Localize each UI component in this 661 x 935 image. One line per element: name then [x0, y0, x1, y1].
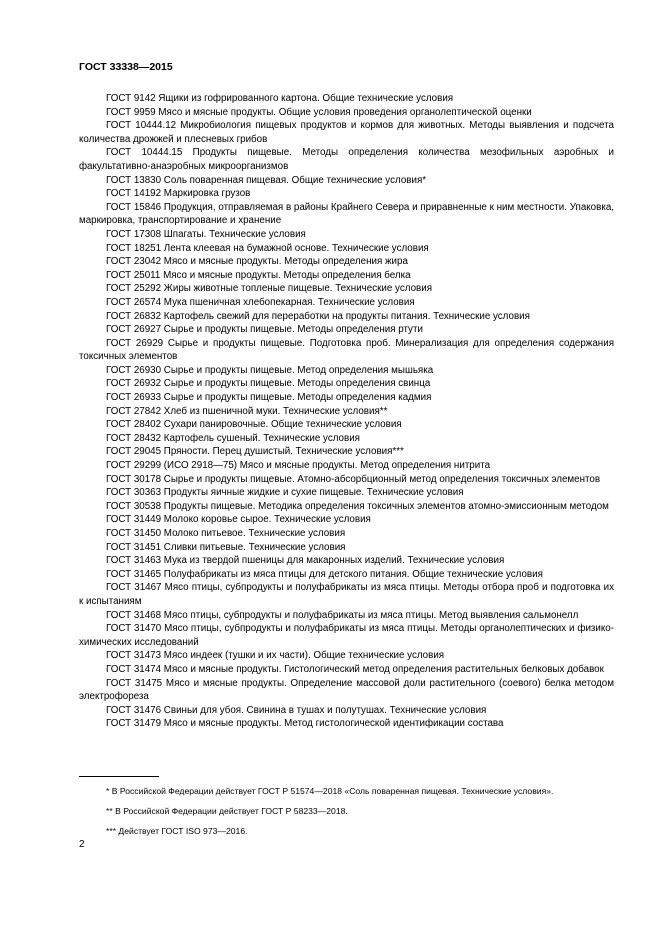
reference-item: ГОСТ 26929 Сырье и продукты пищевые. Подготовка проб. Минерализация для определения содержания токсичных элементов: [79, 337, 614, 363]
reference-item: ГОСТ 31470 Мясо птицы, субпродукты и полуфабрикаты из мяса птицы. Методы органолептических и физико-химических исследований: [79, 623, 614, 648]
reference-item: ГОСТ 9142 Ящики из гофрированного картона. Общие технические условия: [106, 93, 454, 104]
normative-references-list: [79, 92, 614, 731]
footnote-item: ** В Российской Федерации действует ГОСТ Р 58233—2018.: [106, 806, 348, 816]
reference-item: ГОСТ 31475 Мясо и мясные продукты. Определение массовой доли растительного (соевого) белка методом электрофореза: [79, 677, 614, 703]
reference-item: ГОСТ 28432 Картофель сушеный. Технические условия: [106, 432, 360, 444]
reference-item: ГОСТ 26930 Сырье и продукты пищевые. Метод определения мышьяка: [106, 364, 434, 376]
reference-item: ГОСТ 25292 Жиры животные топленые пищевые. Технические условия: [106, 283, 432, 295]
reference-item: ГОСТ 30363 Продукты яичные жидкие и сухие пищевые. Технические условия: [106, 487, 464, 499]
reference-item: ГОСТ 31450 Молоко питьевое. Технические условия: [106, 528, 346, 539]
reference-item: ГОСТ 31473 Мясо индеек (тушки и их части). Общие технические условия: [106, 650, 445, 662]
reference-item: ГОСТ 18251 Лента клеевая на бумажной основе. Технические условия: [106, 242, 429, 254]
footnotes-section: [79, 785, 614, 845]
reference-item: ГОСТ 26932 Сырье и продукты пищевые. Методы определения свинца: [106, 378, 431, 390]
reference-item: ГОСТ 10444.15 Продукты пищевые. Методы определения количества мезофильных аэробных и факультативно-анаэробных микроорганизмов: [79, 147, 614, 172]
reference-item: ГОСТ 31474 Мясо и мясные продукты. Гистологический метод определения растительных белковых добавок: [106, 663, 604, 675]
reference-item: ГОСТ 26832 Картофель свежий для переработки на продукты питания. Технические условия: [106, 310, 530, 322]
reference-item: ГОСТ 25011 Мясо и мясные продукты. Методы определения белка: [106, 269, 411, 281]
page-number: 2: [79, 839, 85, 850]
reference-item: ГОСТ 31465 Полуфабрикаты из мяса птицы для детского питания. Общие технические условия: [106, 568, 543, 580]
reference-item: ГОСТ 29045 Пряности. Перец душистый. Технические условия***: [106, 446, 404, 458]
reference-item: ГОСТ 17308 Шпагаты. Технические условия: [106, 228, 306, 240]
reference-item: ГОСТ 26933 Сырье и продукты пищевые. Методы определения кадмия: [106, 392, 432, 404]
reference-item: ГОСТ 14192 Маркировка грузов: [106, 188, 251, 200]
reference-item: ГОСТ 31449 Молоко коровье сырое. Технические условия: [106, 514, 371, 526]
reference-item: ГОСТ 27842 Хлеб из пшеничной муки. Технические условия**: [106, 405, 388, 417]
reference-item: ГОСТ 30178 Сырье и продукты пищевые. Атомно-абсорбционный метод определения токсичных элементов: [106, 473, 601, 485]
reference-item: ГОСТ 31479 Мясо и мясные продукты. Метод гистологической идентификации состава: [106, 718, 504, 730]
reference-item: ГОСТ 29299 (ИСО 2918—75) Мясо и мясные продукты. Метод определения нитрита: [106, 460, 491, 472]
reference-item: ГОСТ 31468 Мясо птицы, субпродукты и полуфабрикаты из мяса птицы. Метод выявления сальмонелл: [106, 609, 579, 621]
reference-item: ГОСТ 31463 Мука из твердой пшеницы для макаронных изделий. Технические условия: [106, 555, 505, 567]
reference-item: ГОСТ 31467 Мясо птицы, субпродукты и полуфабрикаты из мяса птицы. Методы отбора проб и подготовка их к испытаниям: [79, 582, 614, 607]
reference-item: ГОСТ 9959 Мясо и мясные продукты. Общие условия проведения органолептической оценки: [106, 106, 532, 118]
document-code-header: ГОСТ 33338—2015: [79, 61, 173, 73]
reference-item: ГОСТ 10444.12 Микробиология пищевых продуктов и кормов для животных. Методы выявления и подсчета количества дрожжей и плесневых грибов: [79, 120, 614, 145]
reference-item: ГОСТ 15846 Продукция, отправляемая в районы Крайнего Севера и приравненные к ним местности. Упаковка, маркировка, транспортирование и хранение: [79, 201, 614, 227]
reference-item: ГОСТ 31476 Свиньи для убоя. Свинина в тушах и полутушах. Технические условия: [106, 704, 487, 716]
footnote-separator: [79, 776, 159, 777]
reference-item: ГОСТ 26574 Мука пшеничная хлебопекарная. Технические условия: [106, 296, 415, 308]
footnote-item: * В Российской Федерации действует ГОСТ Р 51574—2018 «Соль поваренная пищевая. Технические условия».: [106, 786, 554, 796]
footnote-item: *** Действует ГОСТ ISO 973—2016.: [106, 826, 248, 836]
reference-item: ГОСТ 23042 Мясо и мясные продукты. Методы определения жира: [106, 256, 408, 268]
reference-item: ГОСТ 26927 Сырье и продукты пищевые. Методы определения ртути: [106, 324, 423, 336]
reference-item: ГОСТ 28402 Сухари панировочные. Общие технические условия: [106, 419, 402, 431]
reference-item: ГОСТ 13830 Соль поваренная пищевая. Общие технические условия*: [106, 174, 427, 186]
reference-item: ГОСТ 31451 Сливки питьевые. Технические условия: [106, 541, 346, 553]
reference-item: ГОСТ 30538 Продукты пищевые. Методика определения токсичных элементов атомно-эмиссионным методом: [106, 500, 609, 512]
